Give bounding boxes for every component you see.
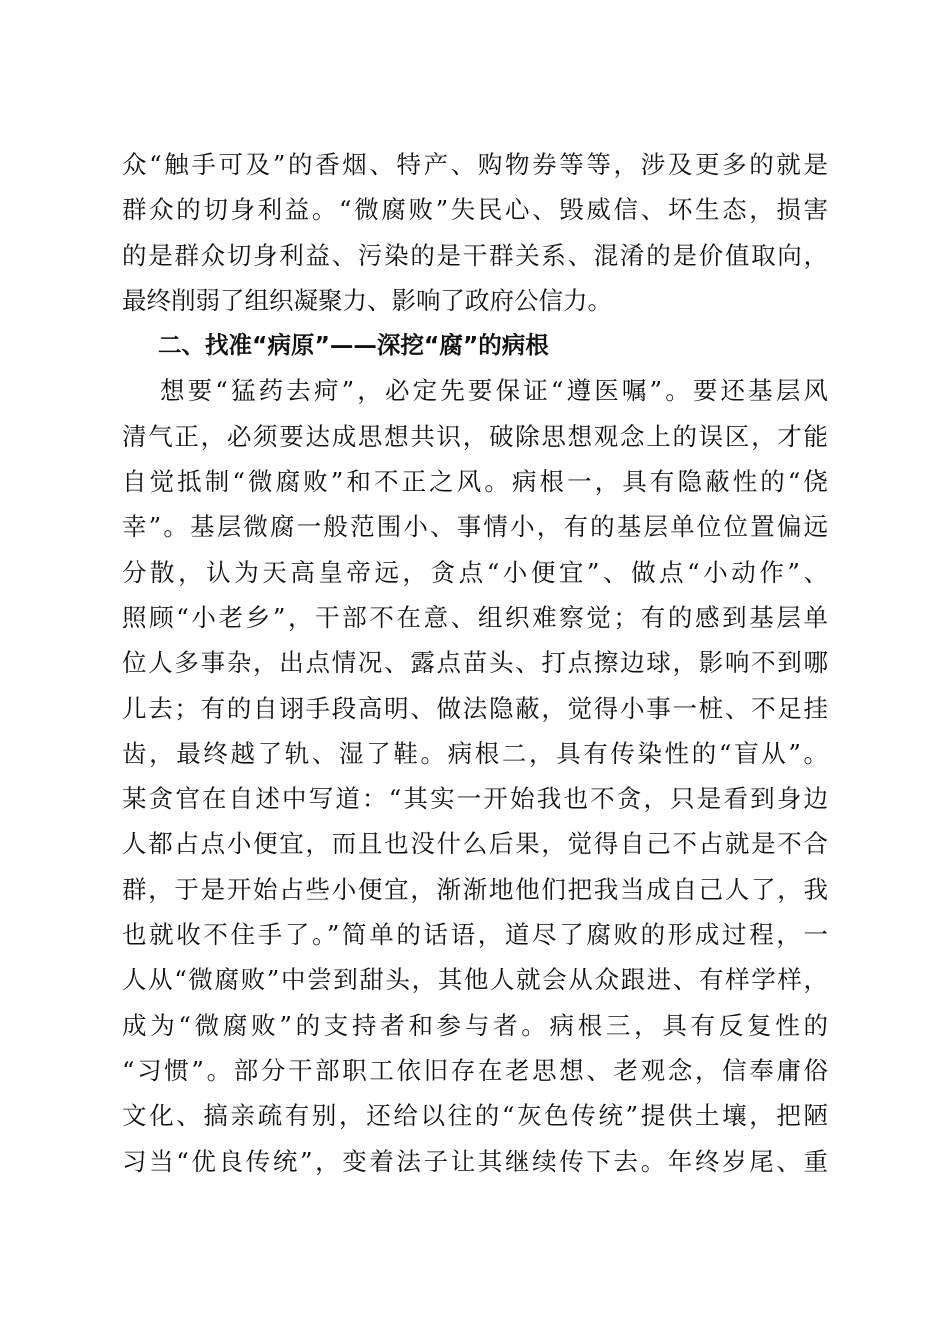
paragraph-2-line-10: 某贪官在自述中写道：“其实一开始我也不贪，只是看到身边 bbox=[122, 784, 828, 814]
paragraph-2-line-9: 齿，最终越了轨、湿了鞋。病根二，具有传染性的“盲从”。 bbox=[122, 738, 828, 768]
paragraph-2-line-5: 分散，认为天高皇帝远，贪点“小便宜”、做点“小动作”、 bbox=[122, 557, 828, 587]
paragraph-1-line-4: 最终削弱了组织凝聚力、影响了政府公信力。 bbox=[122, 285, 612, 315]
section-heading: 二、找准“病原”——深挖“腐”的病根 bbox=[158, 331, 549, 360]
paragraph-2-line-1: 想要“猛药去疴”，必定先要保证“遵医嘱”。要还基层风 bbox=[160, 376, 828, 406]
paragraph-2-line-18: 习当“优良传统”，变着法子让其继续传下去。年终岁尾、重 bbox=[122, 1146, 828, 1176]
paragraph-2-line-12: 群，于是开始占些小便宜，渐渐地他们把我当成自己人了，我 bbox=[122, 874, 828, 904]
paragraph-2-line-17: 文化、搞亲疏有别，还给以往的“灰色传统”提供土壤，把陋 bbox=[122, 1101, 828, 1131]
paragraph-2-line-3: 自觉抵制“微腐败”和不正之风。病根一，具有隐蔽性的“侥 bbox=[122, 467, 828, 497]
paragraph-2-line-14: 人从“微腐败”中尝到甜头，其他人就会从众跟进、有样学样， bbox=[122, 965, 828, 995]
paragraph-2-line-15: 成为“微腐败”的支持者和参与者。病根三，具有反复性的 bbox=[122, 1010, 828, 1040]
paragraph-2-line-13: 也就收不住手了。”简单的话语，道尽了腐败的形成过程，一 bbox=[122, 920, 828, 950]
paragraph-1-line-1: 众“触手可及”的香烟、特产、购物券等等，涉及更多的就是 bbox=[122, 150, 828, 179]
paragraph-2-line-2: 清气正，必须要达成思想共识，破除思想观念上的误区，才能 bbox=[122, 421, 828, 451]
paragraph-1-line-2: 群众的切身利益。“微腐败”失民心、毁威信、坏生态，损害 bbox=[122, 195, 828, 225]
paragraph-1-line-3: 的是群众切身利益、污染的是干群关系、混淆的是价值取向， bbox=[122, 240, 828, 270]
paragraph-2-line-7: 位人多事杂，出点情况、露点苗头、打点擦边球，影响不到哪 bbox=[122, 648, 828, 678]
paragraph-2-line-16: “习惯”。部分干部职工依旧存在老思想、老观念，信奉庸俗 bbox=[122, 1055, 828, 1085]
paragraph-2-line-8: 儿去；有的自诩手段高明、做法隐蔽，觉得小事一桩、不足挂 bbox=[122, 693, 828, 723]
document-body bbox=[122, 142, 828, 1184]
paragraph-2-line-4: 幸”。基层微腐一般范围小、事情小，有的基层单位位置偏远 bbox=[122, 512, 828, 542]
paragraph-2-line-6: 照顾“小老乡”，干部不在意、组织难察觉；有的感到基层单 bbox=[122, 602, 828, 632]
paragraph-2-line-11: 人都占点小便宜，而且也没什么后果，觉得自己不占就是不合 bbox=[122, 829, 828, 859]
